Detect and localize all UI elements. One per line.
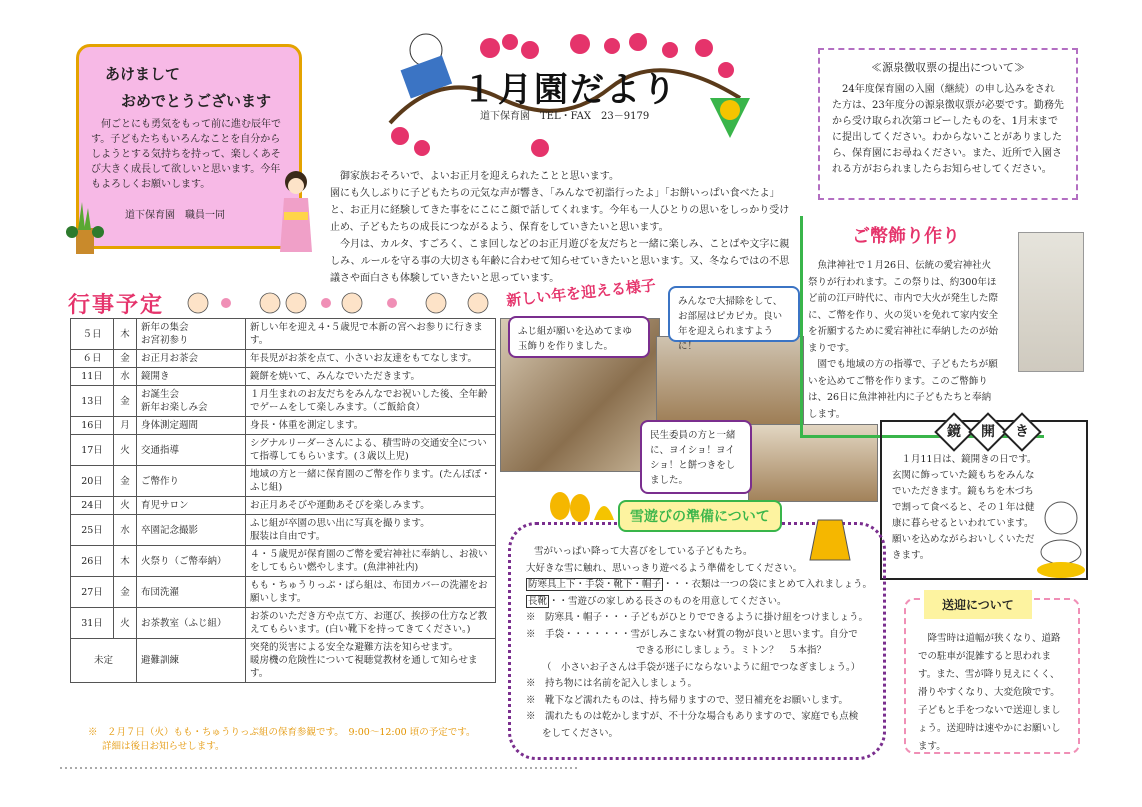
schedule-row <box>71 639 496 683</box>
schedule-detail: １月生まれのお友だちをみんなでお祝いした後、全年齢でゲームをして楽しみます。（ご飯給食） <box>246 386 496 417</box>
schedule-event: 卒園記念撮影 <box>137 515 246 546</box>
schedule-day: 25日 <box>71 515 114 546</box>
schedule-weekday: 水 <box>114 368 137 386</box>
schedule-note-line: ※ ２月７日（火）もも・ちゅうりっぷ組の保育参観です。 9:00～12:00 頃の予定です。 <box>88 727 476 738</box>
newsletter-subtitle: 道下保育園 TEL・FAX 23－9179 <box>480 111 650 122</box>
schedule-row <box>71 466 496 497</box>
children-decoration <box>186 290 496 316</box>
schedule-day: 27日 <box>71 577 114 608</box>
greeting-box <box>76 44 302 249</box>
schedule-weekday: 火 <box>114 497 137 515</box>
schedule-day: 未定 <box>71 639 137 683</box>
schedule-detail: ４・５歳児が保育園のご幣を愛宕神社に奉納し、お祓いをしてもらい燃やします。(魚津神社内) <box>246 546 496 577</box>
kagami-title-char: 開 <box>968 412 1008 452</box>
schedule-day: ６日 <box>71 350 114 368</box>
snow-play-title: 雪遊びの準備について <box>618 500 782 532</box>
schedule-event: 新年の集会 お宮初参り <box>137 319 246 350</box>
newyear-section-title: 新しい年を迎える様子 <box>505 276 657 310</box>
snow-line: ※ 持ち物には名前を記入しましょう。 <box>526 678 698 689</box>
schedule-detail: お茶のいただき方や点て方、お運び、挨拶の仕方など教えてもらいます。(白い靴下を持ってきてください。) <box>246 608 496 639</box>
schedule-detail: 新しい年を迎え４･５歳児で本新の宮へお参りに行きます。 <box>246 319 496 350</box>
schedule-event: 避難訓練 <box>137 639 246 683</box>
schedule-row <box>71 350 496 368</box>
schedule-weekday: 月 <box>114 417 137 435</box>
schedule-event: 鏡開き <box>137 368 246 386</box>
schedule-row <box>71 319 496 350</box>
schedule-weekday: 木 <box>114 319 137 350</box>
schedule-detail: 鏡餅を焼いて、みんなでいただきます。 <box>246 368 496 386</box>
schedule-row <box>71 386 496 417</box>
schedule-event: 身体測定週間 <box>137 417 246 435</box>
schedule-day: 11日 <box>71 368 114 386</box>
snow-line: をしてください。 <box>542 727 619 739</box>
kagami-title <box>940 418 1036 446</box>
tax-notice-body: 24年度保育園の入園（継続）の申し込みをされた方は、23年度分の源泉徴収票が必要です。勤務先から受け取られ次第コピーしたものを、1月末までに提出してください。わからないことがありましたら、保育園にお尋ねください。また、近所で入園される方がおられましたらお知らせしてください。 <box>832 84 1064 175</box>
schedule-detail: ふじ組が卒園の思い出に写真を撮ります。 服装は自由です。 <box>246 515 496 546</box>
schedule-row <box>71 417 496 435</box>
snow-boxed-item: 長靴 <box>528 595 548 607</box>
schedule-weekday: 金 <box>114 386 137 417</box>
greeting-sign: 道下保育園 職員一同 <box>125 210 225 221</box>
kimono-girl-illustration <box>276 168 316 254</box>
gohei-paragraph: 魚津神社で１月26日、伝統の愛宕神社火祭りが行われます。この祭りは、約300年ほど前の江戸時代に、市内で大火が発生した際に、ご幣を作り、火の災いを免れて家内安全を祈願するために愛宕神社に奉納したのが始まりです。 <box>808 260 999 354</box>
snow-line: 雪がいっぱい降って大喜びをしている子どもたち。 <box>534 546 753 557</box>
schedule-day: 17日 <box>71 435 114 466</box>
schedule-row <box>71 368 496 386</box>
schedule-day: 13日 <box>71 386 114 417</box>
schedule-detail: お正月あそびや運動あそびを楽しみます。 <box>246 497 496 515</box>
photo-gohei <box>1018 232 1084 372</box>
schedule-table <box>70 318 496 683</box>
pickup-dropoff-box <box>904 598 1080 754</box>
bubble-mochitsuki: 民生委員の方と一緒に、ヨイショ！ヨイショ！と餅つきをしました。 <box>640 420 752 494</box>
schedule-day: 26日 <box>71 546 114 577</box>
snow-line: ※ 濡れたものは乾かしますが、不十分な場合もありますので、家庭でも点検 <box>526 711 859 722</box>
schedule-row <box>71 497 496 515</box>
snow-line: 大好きな雪に触れ、思いっきり遊べるよう準備をしてください。 <box>526 562 803 574</box>
schedule-row <box>71 577 496 608</box>
schedule-event: 交通指導 <box>137 435 246 466</box>
schedule-event: ご幣作り <box>137 466 246 497</box>
kagami-body: １月11日は、鏡開きの日です。玄関に飾っていた鏡もちをみんなでいただきます。鏡もちを木づちで割って食べると、その１年は健康に暮らせるといわれています。願いを込めながらおいしくいただきます。 <box>892 454 1037 561</box>
newsletter-title: １月園だより <box>462 70 678 110</box>
schedule-detail: シグナルリーダーさんによる、積雪時の交通安全について指導してもらいます。(３歳以上児) <box>246 435 496 466</box>
schedule-row <box>71 546 496 577</box>
intro-paragraph: 御家族おそろいで、よいお正月を迎えられたことと思います。 <box>340 171 619 182</box>
greeting-line1: あけまして <box>105 65 181 83</box>
schedule-detail: 地域の方と一緒に保育園のご幣を作ります。(たんぽぽ・ふじ組) <box>246 466 496 497</box>
schedule-day: 16日 <box>71 417 114 435</box>
snow-line: できる形にしましょう。ミトン？ ５本指？ <box>636 645 827 656</box>
intro-paragraph: 園にも久しぶりに子どもたちの元気な声が響き、「みんなで初詣行ったよ」「お餅いっぱい食べたよ」と、お正月に経験してきた事をにこにこ顔で話してくれます。今年も一人ひとりの思いをしっかり受け止め、子どもたちの成長につながるよう、保育をしていきたいと思います。 <box>330 188 790 233</box>
schedule-note <box>88 726 475 754</box>
greeting-body: 何ごとにも勇気をもって前に進む辰年です。子どもたちもいろんなことを自分からしようとする気持ちを持って、楽しくあそび大きく成長して欲しいと思います。今年もよろしくお願いします。 <box>91 119 281 190</box>
bubble-mayudama: ふじ組が願いを込めてまゆ玉飾りを作りました。 <box>508 316 650 358</box>
bubble-cleaning: みんなで大掃除をして、お部屋はピカピカ。良い年を迎えられますように！ <box>668 286 800 342</box>
gohei-text <box>808 258 1000 423</box>
kadomatsu-illustration <box>64 198 106 258</box>
schedule-weekday: 金 <box>114 466 137 497</box>
schedule-weekday: 木 <box>114 546 137 577</box>
schedule-note-line: 詳細は後日お知らせします。 <box>102 741 225 752</box>
kagami-title-char: き <box>1002 412 1042 452</box>
schedule-row <box>71 435 496 466</box>
schedule-detail: もも・ちゅうりっぷ・ばら組は、布団カバーの洗濯をお願いします。 <box>246 577 496 608</box>
schedule-weekday: 金 <box>114 350 137 368</box>
kagami-mochi-girl-illustration <box>1036 496 1086 580</box>
schedule-day: ５日 <box>71 319 114 350</box>
schedule-detail: 身長・体重を測定します。 <box>246 417 496 435</box>
schedule-title: 行事予定 <box>68 293 165 318</box>
schedule-event: お茶教室（ふじ組） <box>137 608 246 639</box>
snow-line: ※ 防寒具・帽子・・・子どもがひとりでできるように掛け紐をつけましょう。 <box>526 612 869 623</box>
schedule-day: 20日 <box>71 466 114 497</box>
schedule-event: 布団洗濯 <box>137 577 246 608</box>
schedule-event: お誕生会 新年お楽しみ会 <box>137 386 246 417</box>
schedule-row <box>71 608 496 639</box>
schedule-weekday: 火 <box>114 608 137 639</box>
mittens-hat-illustration <box>546 486 616 526</box>
schedule-detail: 年長児がお茶を点て、小さいお友達をもてなします。 <box>246 350 496 368</box>
schedule-event: 火祭り（ご幣奉納） <box>137 546 246 577</box>
schedule-weekday: 水 <box>114 515 137 546</box>
snow-boxed-item: 防寒具上下・手袋・靴下・帽子 <box>528 579 662 590</box>
kagami-title-char: 鏡 <box>934 412 974 452</box>
tax-notice-title: ≪源泉徴収票の提出について≫ <box>871 61 1025 74</box>
intro-paragraph: 今月は、カルタ、すごろく、こま回しなどのお正月遊びを友だちと一緒に楽しみ、ことばや文字に親しみ、ルールを守る事の大切さも年齢に合わせて知らせていきたいと思います。又、冬ならではの不思議さや面白さも体験していきたいと思っています。 <box>330 239 790 284</box>
schedule-row <box>71 515 496 546</box>
schedule-day: 31日 <box>71 608 114 639</box>
snow-line: 防寒具上下・手袋・靴下・帽子 ・・・衣類は一つの袋にまとめて入れましょう。 <box>528 579 873 590</box>
schedule-weekday: 火 <box>114 435 137 466</box>
schedule-event: 育児サロン <box>137 497 246 515</box>
intro-text <box>330 168 790 287</box>
snow-line: ※ 靴下など濡れたものは、持ち帰りますので、翌日補充をお願いします。 <box>526 694 849 706</box>
gohei-title: ご幣飾り作り <box>852 226 960 247</box>
gohei-paragraph: 園でも地域の方の指導で、子どもたちが願いを込めてご幣を作ります。このご幣飾りは、26日に魚津神社内に子どもたちと奉納します。 <box>808 359 998 420</box>
tax-withholding-notice <box>818 48 1078 200</box>
snow-line: ※ 手袋・・・・・・・雪がしみこまない材質の物が良いと思います。自分で <box>526 628 858 640</box>
schedule-day: 24日 <box>71 497 114 515</box>
snow-play-body <box>526 544 880 742</box>
penguin-border-decoration <box>60 758 580 776</box>
greeting-line2: おめでとうございます <box>121 92 272 110</box>
schedule-weekday: 金 <box>114 577 137 608</box>
schedule-detail: 突発的災害による安全な避難方法を知らせます。 暖房機の危険性について視聴覚教材を通して知らせます。 <box>246 639 496 683</box>
snow-line: 長靴 ・・雪遊びの家しめる長さのものを用意してください。 <box>528 595 787 607</box>
pickup-body: 降雪時は道幅が狭くなり、道路での駐車が混雑すると思われます。また、雪が降り見えにくく、滑りやすくなり、大変危険です。子どもと手をつないで送迎しましょう。送迎時は速やかにお願いします。 <box>918 633 1061 752</box>
pickup-title: 送迎について <box>924 590 1032 619</box>
schedule-event: お正月お茶会 <box>137 350 246 368</box>
snow-line: （ 小さいお子さんは手袋が迷子にならないように紐でつなぎましょう。） <box>542 661 861 673</box>
